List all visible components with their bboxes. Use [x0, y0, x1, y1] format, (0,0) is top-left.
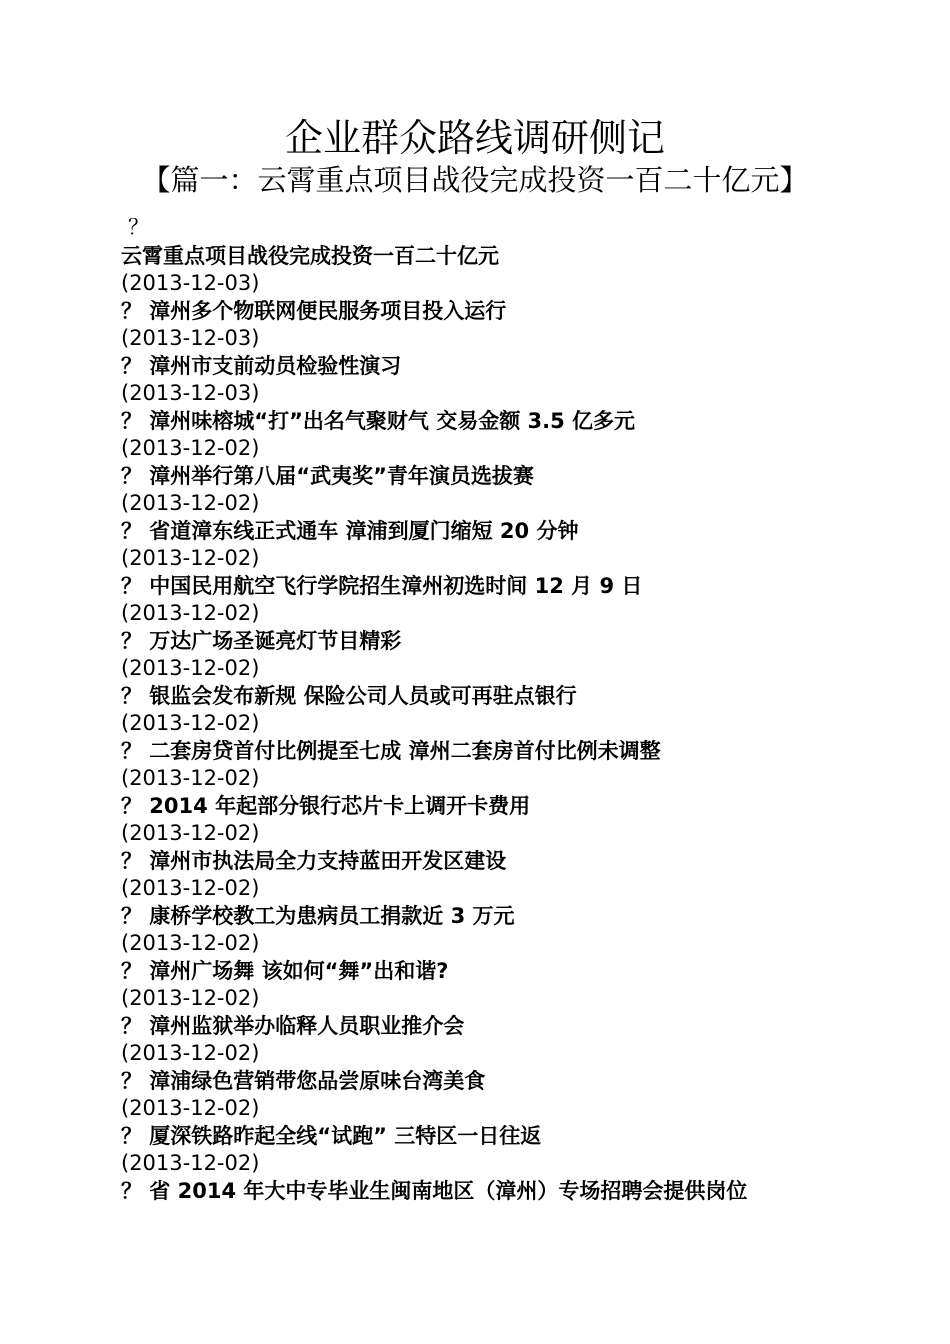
- article-title-link[interactable]: ？ 漳州市支前动员检验性演习: [121, 354, 402, 378]
- page-title: 企业群众路线调研侧记: [284, 116, 665, 160]
- article-date: (2013-12-02): [121, 436, 260, 460]
- article-title-link[interactable]: ？ 漳州监狱举办临释人员职业推介会: [121, 1014, 465, 1038]
- article-date: (2013-12-02): [121, 491, 260, 515]
- article-date: (2013-12-02): [121, 876, 260, 900]
- list-item: [121, 406, 841, 461]
- article-date: (2013-12-02): [121, 601, 260, 625]
- article-title-link[interactable]: ？ 漳州多个物联网便民服务项目投入运行: [121, 299, 507, 323]
- article-date: (2013-12-02): [121, 821, 260, 845]
- list-item: [121, 1121, 841, 1176]
- article-title-link[interactable]: ？ 漳浦绿色营销带您品尝原味台湾美食: [121, 1069, 486, 1093]
- article-title-link[interactable]: ？ 漳州市执法局全力支持蓝田开发区建设: [121, 849, 507, 873]
- list-item: [121, 681, 841, 736]
- article-title-link[interactable]: ？ 银监会发布新规 保险公司人员或可再驻点银行: [121, 684, 577, 708]
- article-title-link[interactable]: ？ 二套房贷首付比例提至七成 漳州二套房首付比例未调整: [121, 739, 661, 763]
- list-item: [121, 1176, 841, 1206]
- article-title-link[interactable]: ？ 中国民用航空飞行学院招生漳州初选时间 12 月 9 日: [121, 574, 643, 598]
- list-item: [121, 846, 841, 901]
- article-date: (2013-12-03): [121, 326, 260, 350]
- article-date: (2013-12-02): [121, 986, 260, 1010]
- article-date: (2013-12-02): [121, 1096, 260, 1120]
- article-date: (2013-12-02): [121, 546, 260, 570]
- list-item: [121, 461, 841, 516]
- article-list: [121, 241, 841, 1206]
- article-title-link[interactable]: ？ 漳州广场舞 该如何“舞”出和谐?: [121, 959, 449, 983]
- article-date: (2013-12-02): [121, 711, 260, 735]
- article-title-link[interactable]: ？ 省 2014 年大中专毕业生闽南地区（漳州）专场招聘会提供岗位: [121, 1179, 748, 1203]
- list-item: [121, 241, 841, 296]
- list-item: [121, 1066, 841, 1121]
- article-title-link[interactable]: ？ 康桥学校教工为患病员工捐款近 3 万元: [121, 904, 515, 928]
- article-title-link[interactable]: ？ 万达广场圣诞亮灯节目精彩: [121, 629, 402, 653]
- article-title-link[interactable]: ？ 漳州味榕城“打”出名气聚财气 交易金额 3.5 亿多元: [121, 409, 636, 433]
- article-title-link[interactable]: ？ 厦深铁路昨起全线“试跑” 三特区一日往返: [121, 1124, 542, 1148]
- article-date: (2013-12-02): [121, 1041, 260, 1065]
- article-date: (2013-12-02): [121, 931, 260, 955]
- article-date: (2013-12-03): [121, 381, 260, 405]
- article-date: (2013-12-03): [121, 271, 260, 295]
- article-title-link[interactable]: ？ 漳州举行第八届“武夷奖”青年演员选拔赛: [121, 464, 534, 488]
- page-subtitle: 【篇一：云霄重点项目战役完成投资一百二十亿元】: [141, 163, 809, 197]
- list-item: [121, 351, 841, 406]
- article-date: (2013-12-02): [121, 656, 260, 680]
- lead-marker: ？: [128, 215, 149, 239]
- list-item: [121, 516, 841, 571]
- article-date: (2013-12-02): [121, 1151, 260, 1175]
- list-item: [121, 296, 841, 351]
- list-item: [121, 571, 841, 626]
- article-title-link[interactable]: 云霄重点项目战役完成投资一百二十亿元: [121, 244, 499, 268]
- list-item: [121, 791, 841, 846]
- article-title-link[interactable]: ？ 省道漳东线正式通车 漳浦到厦门缩短 20 分钟: [121, 519, 579, 543]
- list-item: [121, 956, 841, 1011]
- list-item: [121, 901, 841, 956]
- list-item: [121, 626, 841, 681]
- article-date: (2013-12-02): [121, 766, 260, 790]
- list-item: [121, 736, 841, 791]
- article-title-link[interactable]: ？ 2014 年起部分银行芯片卡上调开卡费用: [121, 794, 531, 818]
- list-item: [121, 1011, 841, 1066]
